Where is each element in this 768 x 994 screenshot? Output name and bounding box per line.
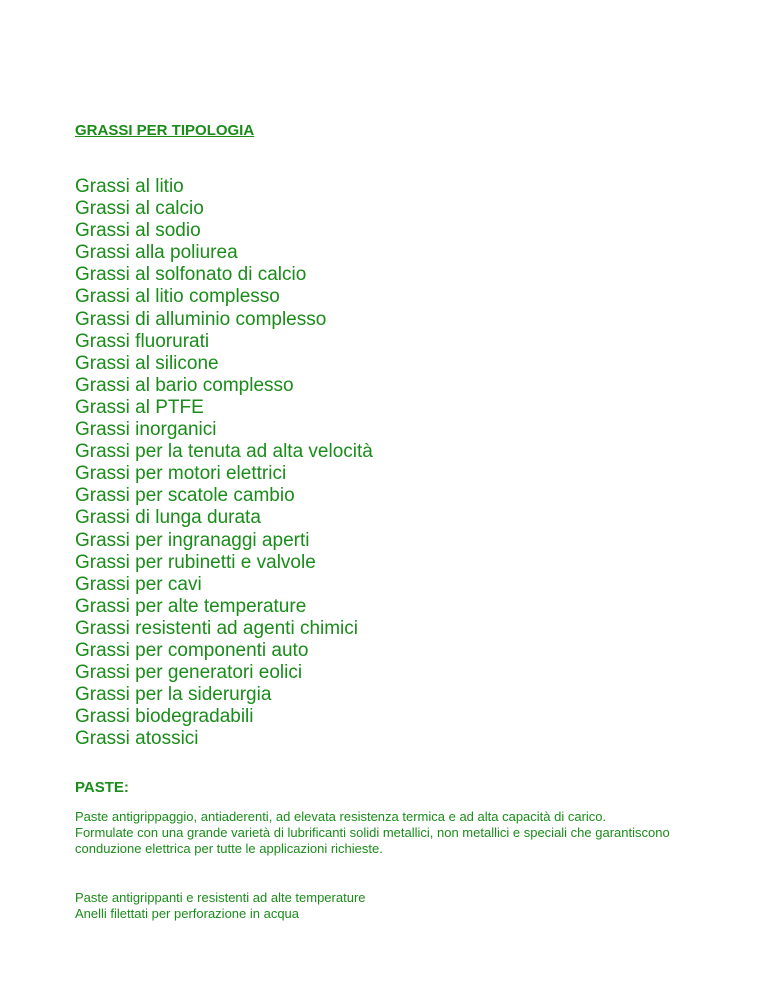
list-item: Grassi per scatole cambio: [75, 485, 295, 507]
list-item: Grassi al bario complesso: [75, 374, 294, 396]
list-item: Grassi al solfonato di calcio: [75, 264, 307, 286]
list-item: Grassi al litio: [75, 176, 184, 197]
list-item: Grassi al silicone: [75, 352, 219, 374]
list-item: Grassi per generatori eolici: [75, 662, 303, 684]
list-item: Grassi per cavi: [75, 573, 202, 595]
paste-item: Paste antigrippanti e resistenti ad alte temperature: [75, 890, 366, 905]
grease-types-list: [75, 176, 373, 750]
list-item: Grassi fluorurati: [75, 330, 210, 352]
list-item: Grassi al litio complesso: [75, 286, 280, 308]
list-item: Grassi biodegradabili: [75, 706, 254, 728]
list-item: Grassi atossici: [75, 728, 199, 750]
grease-types-heading: GRASSI PER TIPOLOGIA: [75, 122, 255, 139]
list-item: Grassi di lunga durata: [75, 507, 261, 529]
list-item: Grassi al PTFE: [75, 396, 204, 418]
list-item: Grassi per rubinetti e valvole: [75, 551, 316, 573]
list-item: Grassi per alte temperature: [75, 595, 307, 617]
list-item: Grassi alla poliurea: [75, 242, 238, 264]
list-item: Grassi per la siderurgia: [75, 684, 272, 706]
paste-description: [75, 809, 715, 857]
list-item: Grassi resistenti ad agenti chimici: [75, 617, 358, 639]
list-item: Grassi al sodio: [75, 220, 201, 242]
list-item: Grassi al calcio: [75, 198, 204, 220]
list-item: Grassi per la tenuta ad alta velocità: [75, 441, 373, 463]
paste-description-line: Formulate con una grande varietà di lubrificanti solidi metallici, non metallici e speciali che garantiscono conduzione elettrica per tutte le applicazioni richieste.: [75, 825, 670, 856]
paste-item: Anelli filettati per perforazione in acqua: [75, 906, 300, 921]
list-item: Grassi di alluminio complesso: [75, 308, 327, 330]
paste-items: [75, 890, 715, 922]
list-item: Grassi per componenti auto: [75, 639, 309, 661]
list-item: Grassi inorganici: [75, 419, 217, 441]
list-item: Grassi per ingranaggi aperti: [75, 529, 310, 551]
paste-description-line: Paste antigrippaggio, antiaderenti, ad elevata resistenza termica e ad alta capacità di carico.: [75, 809, 607, 824]
list-item: Grassi per motori elettrici: [75, 463, 287, 485]
paste-heading: PASTE:: [75, 779, 129, 796]
